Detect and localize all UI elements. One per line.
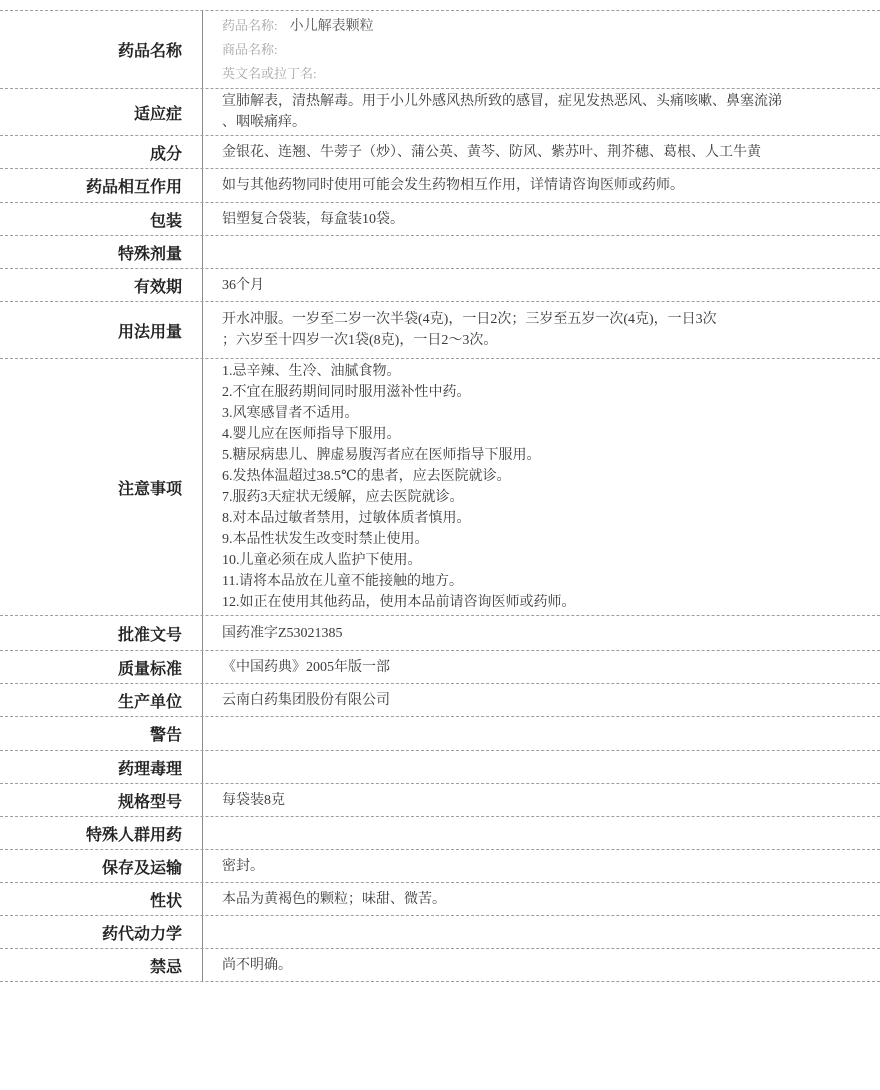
value-line: 12.如正在使用其他药品，使用本品前请咨询医师或药师。 xyxy=(222,595,576,610)
table-row-manufacturer xyxy=(0,684,880,717)
row-label-contraindications: 禁忌 xyxy=(0,949,203,981)
value-line: 、咽喉痛痒。 xyxy=(222,115,306,130)
value-text: 《中国药典》2005年版一部 xyxy=(222,659,390,675)
row-label-packaging: 包装 xyxy=(0,203,203,235)
row-label-drug-name: 药品名称 xyxy=(0,11,203,88)
value-text: 如与其他药物同时使用可能会发生药物相互作用，详情请咨询医师或药师。 xyxy=(222,178,684,193)
row-label-ingredients: 成分 xyxy=(0,136,203,168)
value-text: 国药准字Z53021385 xyxy=(222,625,343,641)
table-row-contraindications xyxy=(0,949,880,982)
table-row-packaging xyxy=(0,203,880,236)
row-value-warning xyxy=(203,717,880,750)
value-text: 尚不明确。 xyxy=(222,957,292,973)
row-label-storage-transport: 保存及运输 xyxy=(0,850,203,882)
row-label-approval-number: 批准文号 xyxy=(0,616,203,650)
value-line: 宣肺解表，清热解毒。用于小儿外感风热所致的感冒，症见发热恶风、头痛咳嗽、鼻塞流涕 xyxy=(222,94,782,109)
value-line: 10.儿童必须在成人监护下使用。 xyxy=(222,553,422,568)
table-row-pharmacokinetics xyxy=(0,916,880,949)
value-text: 36个月 xyxy=(222,277,264,293)
table-row-drug-name xyxy=(0,11,880,89)
row-label-properties: 性状 xyxy=(0,883,203,915)
value-line: 8.对本品过敏者禁用，过敏体质者慎用。 xyxy=(222,511,471,526)
row-value-properties xyxy=(203,883,880,915)
row-value-indications xyxy=(203,89,880,135)
value-line: 1.忌辛辣、生冷、油腻食物。 xyxy=(222,364,401,379)
table-row-drug-interactions xyxy=(0,169,880,203)
row-label-quality-standard: 质量标准 xyxy=(0,651,203,683)
value-line: 5.糖尿病患儿、脾虚易腹泻者应在医师指导下服用。 xyxy=(222,448,541,463)
row-value-quality-standard xyxy=(203,651,880,683)
row-value-manufacturer xyxy=(203,684,880,716)
field-key: 药品名称: xyxy=(222,17,278,33)
row-value-storage-transport xyxy=(203,850,880,882)
row-value-ingredients xyxy=(203,136,880,168)
row-value-dosage-usage xyxy=(203,302,880,358)
drug-name-value: 小儿解表颗粒 xyxy=(289,18,374,34)
row-label-indications: 适应症 xyxy=(0,89,203,135)
value-line: ；六岁至十四岁一次1袋(8克)，一日2～3次。 xyxy=(222,333,498,348)
row-label-special-dosage: 特殊剂量 xyxy=(0,236,203,268)
value-line: 9.本品性状发生改变时禁止使用。 xyxy=(222,532,429,547)
table-row-properties xyxy=(0,883,880,916)
row-value-pharmacology-toxicology xyxy=(203,751,880,783)
value-text: 本品为黄褐色的颗粒；味甜、微苦。 xyxy=(222,891,446,907)
row-label-specification: 规格型号 xyxy=(0,784,203,816)
row-value-drug-name xyxy=(203,11,880,88)
row-value-specification xyxy=(203,784,880,816)
row-value-special-populations xyxy=(203,817,880,849)
value-text: 密封。 xyxy=(222,858,264,874)
value-text: 每袋装8克 xyxy=(222,792,285,808)
field-key: 英文名或拉丁名: xyxy=(222,65,317,81)
drug-name-field xyxy=(222,38,868,62)
value-line: 6.发热体温超过38.5℃的患者，应去医院就诊。 xyxy=(222,469,511,484)
table-row-ingredients xyxy=(0,136,880,169)
value-text: 金银花、连翘、牛蒡子（炒）、蒲公英、黄芩、防风、紫苏叶、荆芥穗、葛根、人工牛黄 xyxy=(222,144,761,160)
row-value-precautions xyxy=(203,359,880,615)
row-value-approval-number xyxy=(203,616,880,650)
value-line: 2.不宜在服药期间同时服用滋补性中药。 xyxy=(222,385,471,400)
table-row-precautions xyxy=(0,359,880,616)
row-label-precautions: 注意事项 xyxy=(0,359,203,615)
table-row-warning xyxy=(0,717,880,751)
value-line: 3.风寒感冒者不适用。 xyxy=(222,406,359,421)
table-row-approval-number xyxy=(0,616,880,651)
value-line: 4.婴儿应在医师指导下服用。 xyxy=(222,427,401,442)
table-row-special-populations xyxy=(0,817,880,850)
table-row-specification xyxy=(0,784,880,817)
drug-name-field xyxy=(222,62,868,86)
value-line: 11.请将本品放在儿童不能接触的地方。 xyxy=(222,574,463,589)
drug-name-field xyxy=(222,14,868,38)
row-value-packaging xyxy=(203,203,880,235)
table-row-dosage-usage xyxy=(0,302,880,359)
table-row-pharmacology-toxicology xyxy=(0,751,880,784)
table-row-storage-transport xyxy=(0,850,880,883)
value-text: 云南白药集团股份有限公司 xyxy=(222,692,390,708)
value-line: 7.服药3天症状无缓解，应去医院就诊。 xyxy=(222,490,464,505)
row-label-manufacturer: 生产单位 xyxy=(0,684,203,716)
value-line: 开水冲服。一岁至二岁一次半袋(4克)，一日2次；三岁至五岁一次(4克)，一日3次 xyxy=(222,312,717,327)
table-row-shelf-life xyxy=(0,269,880,302)
value-text: 铝塑复合袋装，每盒装10袋。 xyxy=(222,211,404,227)
row-value-contraindications xyxy=(203,949,880,981)
table-row-special-dosage xyxy=(0,236,880,269)
row-label-pharmacokinetics: 药代动力学 xyxy=(0,916,203,948)
field-key: 商品名称: xyxy=(222,41,278,57)
row-label-drug-interactions: 药品相互作用 xyxy=(0,169,203,202)
table-row-indications xyxy=(0,89,880,136)
row-label-warning: 警告 xyxy=(0,717,203,750)
row-label-dosage-usage: 用法用量 xyxy=(0,302,203,358)
row-value-special-dosage xyxy=(203,236,880,268)
row-label-special-populations: 特殊人群用药 xyxy=(0,817,203,849)
table-row-quality-standard xyxy=(0,651,880,684)
drug-info-table xyxy=(0,10,880,982)
row-value-pharmacokinetics xyxy=(203,916,880,948)
row-label-shelf-life: 有效期 xyxy=(0,269,203,301)
row-value-drug-interactions xyxy=(203,169,880,202)
row-value-shelf-life xyxy=(203,269,880,301)
row-label-pharmacology-toxicology: 药理毒理 xyxy=(0,751,203,783)
